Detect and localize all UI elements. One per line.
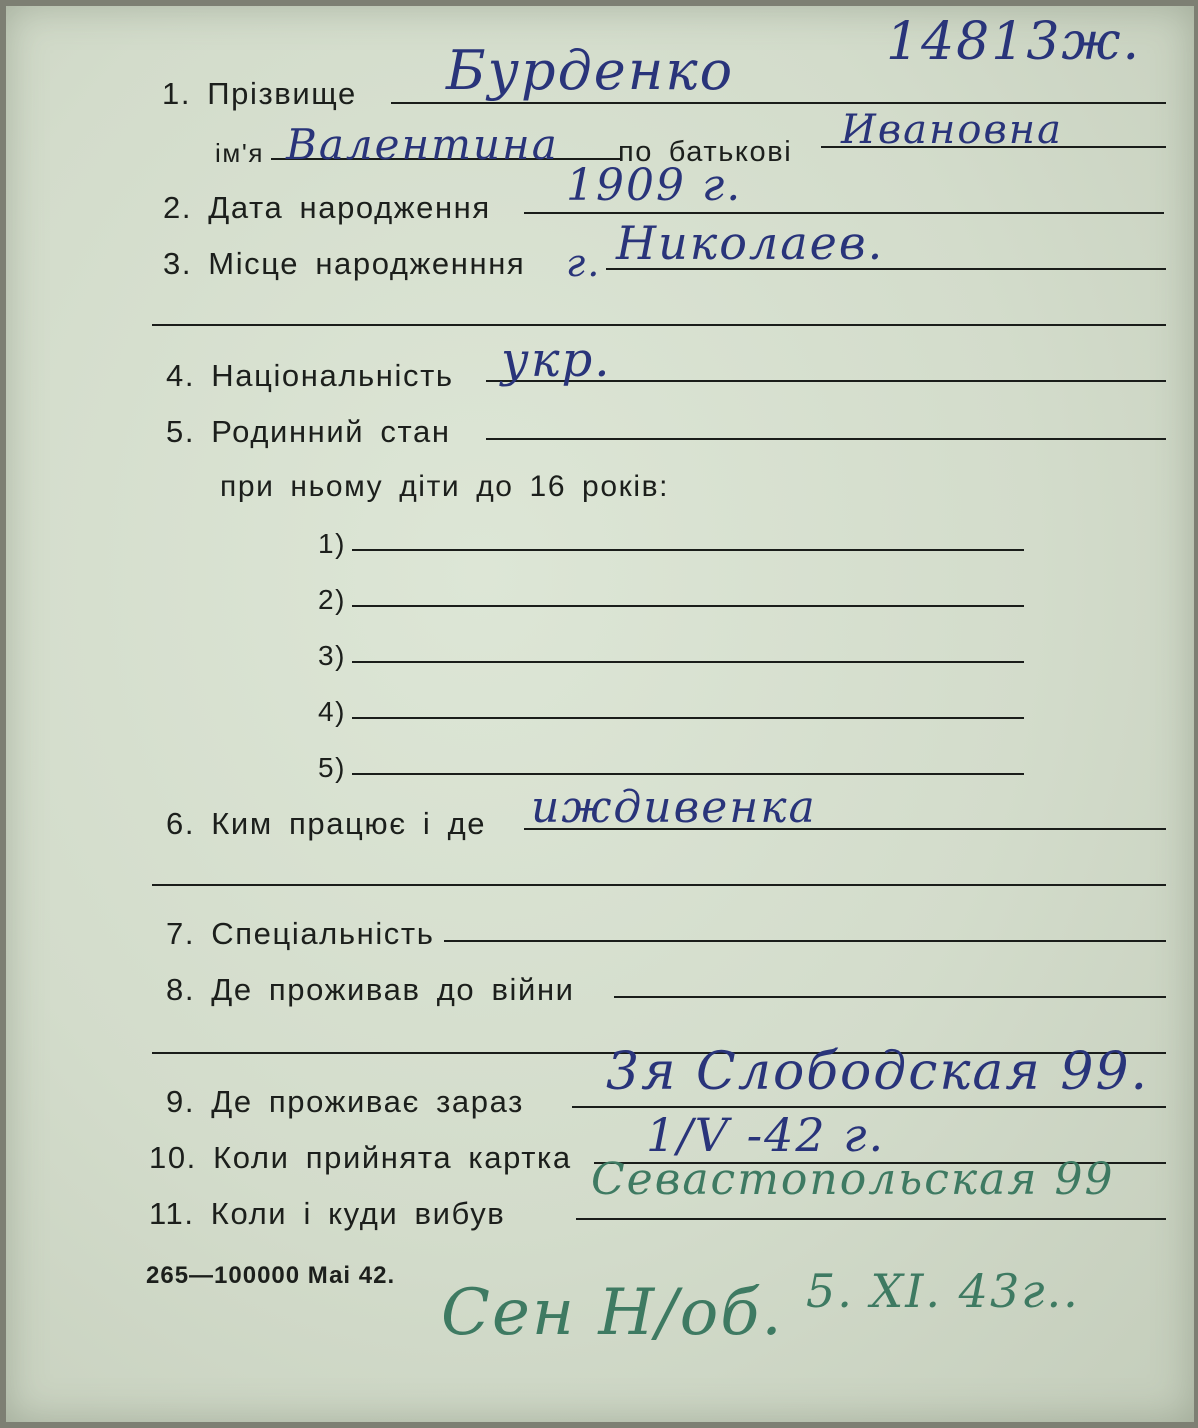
birth-place-extra-line bbox=[152, 324, 1166, 326]
specialty-label: 7. Спеціальність bbox=[166, 916, 435, 951]
card-accepted-label: 10. Коли прийнята картка bbox=[149, 1140, 572, 1175]
name-label: ім'я bbox=[215, 138, 265, 168]
card-number-entry: 14813ж. bbox=[886, 12, 1142, 72]
stamp-date: 5. XI. 43г.. bbox=[806, 1264, 1080, 1318]
child-3-line bbox=[352, 661, 1024, 663]
birth-place-entry: Николаев. bbox=[616, 216, 885, 270]
work-entry: иждивенка bbox=[531, 782, 817, 833]
birth-place-prefix-entry: г. bbox=[566, 241, 602, 285]
birth-place-label: 3. Місце народженння bbox=[163, 246, 526, 281]
current-address-label: 9. Де проживає зараз bbox=[166, 1084, 524, 1119]
child-1-label: 1) bbox=[318, 528, 347, 559]
child-3-label: 3) bbox=[318, 640, 347, 671]
birth-date-line bbox=[524, 212, 1164, 214]
birth-date-label: 2. Дата народження bbox=[163, 190, 491, 225]
surname-entry: Бурденко bbox=[446, 39, 735, 102]
surname-label: 1. Прізвище bbox=[162, 76, 357, 111]
surname-line bbox=[391, 102, 1166, 104]
child-2-label: 2) bbox=[318, 584, 347, 615]
work-extra-line bbox=[152, 884, 1166, 886]
child-4-label: 4) bbox=[318, 696, 347, 727]
first-name-entry: Валентина bbox=[286, 120, 559, 169]
prewar-line bbox=[614, 996, 1166, 998]
print-code: 265—100000 Маі 42. bbox=[146, 1262, 396, 1289]
children-label: при ньому діти до 16 років: bbox=[220, 470, 670, 503]
child-1-line bbox=[352, 549, 1024, 551]
child-5-label: 5) bbox=[318, 752, 347, 783]
card-accepted-entry: 1/V -42 г. bbox=[646, 1108, 886, 1162]
child-5-line bbox=[352, 773, 1024, 775]
departed-label: 11. Коли і куди вибув bbox=[149, 1196, 506, 1231]
child-4-line bbox=[352, 717, 1024, 719]
patronymic-label: по батькові bbox=[618, 136, 793, 168]
departed-line bbox=[576, 1218, 1166, 1220]
departed-entry: Севастопольская 99 bbox=[591, 1154, 1115, 1205]
specialty-line bbox=[444, 940, 1166, 942]
registration-card bbox=[6, 6, 1194, 1422]
prewar-label: 8. Де проживав до війни bbox=[166, 972, 575, 1007]
patronymic-entry: Ивановна bbox=[841, 107, 1063, 153]
marital-label: 5. Родинний стан bbox=[166, 414, 451, 449]
child-2-line bbox=[352, 605, 1024, 607]
work-label: 6. Ким працює і де bbox=[166, 806, 487, 841]
nationality-label: 4. Національність bbox=[166, 358, 454, 393]
stamp-note: Сен Н/об. bbox=[441, 1276, 784, 1350]
nationality-entry: укр. bbox=[501, 332, 612, 388]
marital-line bbox=[486, 438, 1166, 440]
current-address-entry: 3я Слободская 99. bbox=[606, 1042, 1150, 1102]
birth-year-entry: 1909 г. bbox=[566, 160, 743, 211]
